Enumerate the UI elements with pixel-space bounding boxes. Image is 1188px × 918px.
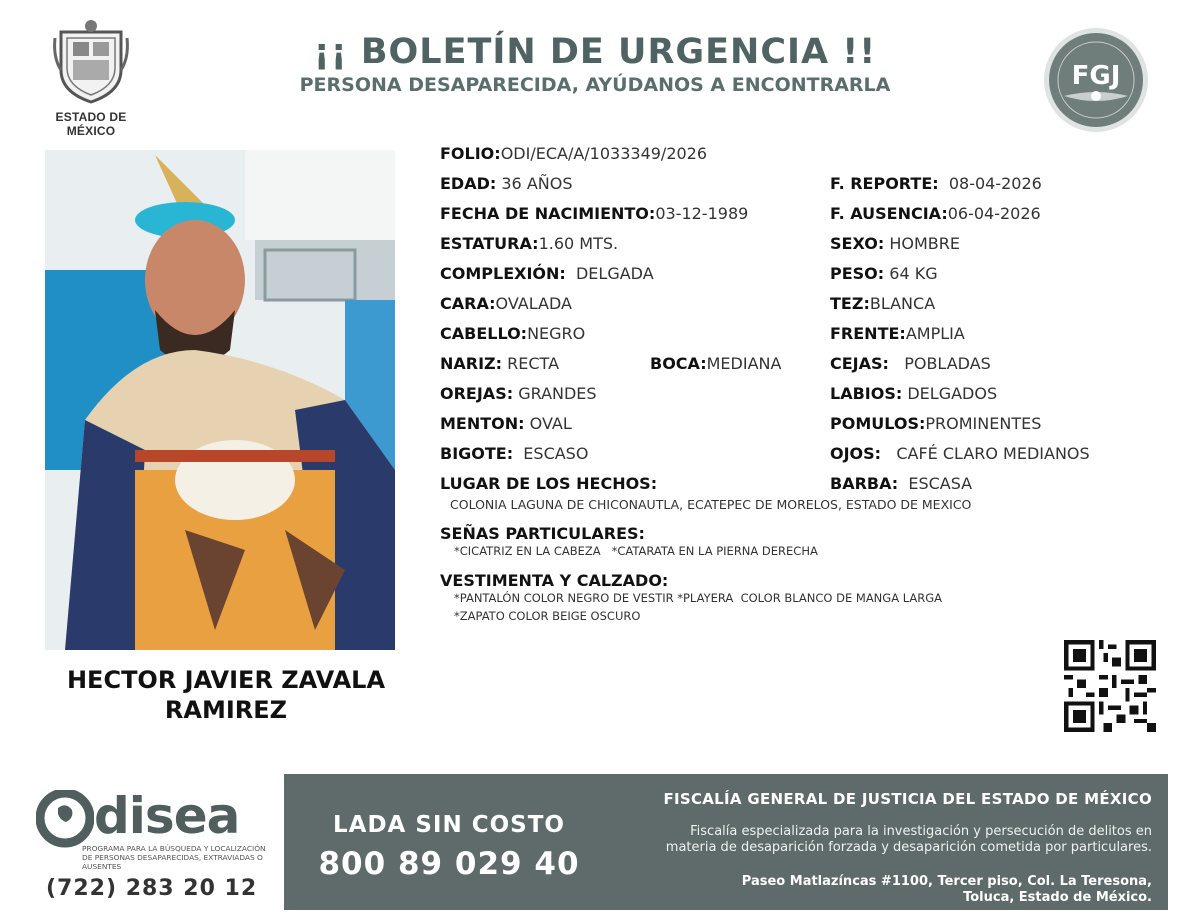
estatura-label: ESTATURA: [440, 234, 539, 253]
fgj-logo-icon [1042, 26, 1150, 134]
labios-label: LABIOS: [830, 384, 903, 403]
cabello-value: NEGRO [527, 324, 586, 343]
estado-de-mexico-logo [30, 18, 152, 138]
field-complexion [440, 264, 654, 284]
peso-value: 64 KG [889, 264, 938, 283]
lugar-value: COLONIA LAGUNA DE CHICONAUTLA, ECATEPEC DE MORELOS, ESTADO DE MEXICO [450, 497, 972, 512]
bulletin-subtitle: PERSONA DESAPARECIDA, AYÚDANOS A ENCONTRARLA [299, 74, 891, 96]
nariz-value: RECTA [507, 354, 560, 373]
ojos-label: OJOS: [830, 444, 882, 463]
complexion-value: DELGADA [575, 264, 654, 283]
orejas-label: OREJAS: [440, 384, 514, 403]
odisea-phone: (722) 283 20 12 [46, 876, 258, 901]
pomulos-label: POMULOS: [830, 414, 926, 433]
boca-value: MEDIANA [706, 354, 782, 373]
frente-value: AMPLIA [905, 324, 965, 343]
sexo-label: SEXO: [830, 234, 885, 253]
nariz-label: NARIZ: [440, 354, 503, 373]
bulletin-header [250, 32, 940, 98]
senas-value: *CICATRIZ EN LA CABEZA *CATARATA EN LA PIERNA DERECHA [454, 544, 818, 558]
cara-label: CARA: [440, 294, 496, 313]
fgj-desc-line1: Fiscalía especializada para la investigación y persecución de delitos en [690, 824, 1152, 839]
field-bigote [440, 444, 588, 464]
field-nariz [440, 354, 559, 374]
fgj-addr-line1: Paseo Matlazíncas #1100, Tercer piso, Col. La Teresona, [741, 874, 1152, 889]
field-labios [830, 384, 997, 404]
barba-label: BARBA: [830, 474, 899, 493]
barba-value: ESCASA [908, 474, 973, 493]
field-tez [830, 294, 935, 314]
field-peso [830, 264, 938, 284]
lada-number: 800 89 029 40 [318, 846, 580, 882]
odisea-program: PROGRAMA PARA LA BÚSQUEDA Y LOCALIZACIÓN DE PERSONAS DESAPARECIDAS, EXTRAVIADAS O AUSENTES [82, 844, 266, 871]
odisea-logo [36, 786, 276, 910]
f-ausencia-label: F. AUSENCIA: [830, 204, 948, 223]
state-label: ESTADO DE MÉXICO [55, 110, 127, 138]
vestimenta-label: VESTIMENTA Y CALZADO: [440, 571, 669, 590]
field-folio [440, 144, 707, 164]
lada-label: LADA SIN COSTO [333, 812, 565, 838]
estatura-value: 1.60 MTS. [538, 234, 619, 253]
field-orejas [440, 384, 597, 404]
field-sexo [830, 234, 960, 254]
footer-band [284, 774, 1168, 910]
person-name-line1: HECTOR JAVIER ZAVALA [66, 666, 386, 694]
f-reporte-label: F. REPORTE: [830, 174, 939, 193]
vestimenta-line2: *ZAPATO COLOR BEIGE OSCURO [454, 609, 641, 623]
location-pin-icon [36, 790, 94, 852]
person-name [45, 665, 407, 725]
edad-value: 36 AÑOS [501, 174, 573, 193]
orejas-value: GRANDES [518, 384, 597, 403]
fgj-description [666, 824, 1152, 856]
field-ojos [830, 444, 1090, 464]
fgj-logo-text: FGJ [1071, 61, 1121, 91]
folio-label: FOLIO: [440, 144, 501, 163]
fecha-nacimiento-value: 03-12-1989 [655, 204, 749, 223]
vestimenta-line1: *PANTALÓN COLOR NEGRO DE VESTIR *PLAYERA COLOR BLANCO DE MANGA LARGA [454, 591, 943, 605]
field-frente [830, 324, 965, 344]
tez-value: BLANCA [869, 294, 936, 313]
fgj-address [742, 874, 1152, 906]
menton-label: MENTON: [440, 414, 525, 433]
coat-of-arms-icon [53, 18, 129, 104]
odisea-word: disea [94, 787, 240, 845]
lugar-label: LUGAR DE LOS HECHOS: [440, 474, 658, 493]
field-boca [650, 354, 781, 374]
cara-value: OVALADA [495, 294, 572, 313]
field-cara [440, 294, 572, 314]
cejas-value: POBLADAS [904, 354, 991, 373]
labios-value: DELGADOS [907, 384, 998, 403]
peso-label: PESO: [830, 264, 885, 283]
person-name-line2: RAMIREZ [164, 696, 288, 724]
field-menton [440, 414, 572, 434]
field-f-reporte [830, 174, 1042, 194]
f-ausencia-value: 06-04-2026 [947, 204, 1041, 223]
menton-value: OVAL [529, 414, 572, 433]
frente-label: FRENTE: [830, 324, 906, 343]
field-cabello [440, 324, 585, 344]
tez-label: TEZ: [830, 294, 870, 313]
fecha-nacimiento-label: FECHA DE NACIMIENTO: [440, 204, 656, 223]
qr-code-icon[interactable] [1064, 640, 1156, 732]
person-photo [45, 150, 395, 650]
bigote-value: ESCASO [523, 444, 589, 463]
senas-label: SEÑAS PARTICULARES: [440, 524, 645, 543]
cejas-label: CEJAS: [830, 354, 889, 373]
complexion-label: COMPLEXIÓN: [440, 264, 566, 283]
field-fecha-nacimiento [440, 204, 748, 224]
bigote-label: BIGOTE: [440, 444, 514, 463]
ojos-value: CAFÉ CLARO MEDIANOS [896, 444, 1090, 463]
boca-label: BOCA: [650, 354, 707, 373]
field-barba [830, 474, 972, 494]
fgj-desc-line2: materia de desaparición forzada y desaparición cometida por particulares. [665, 840, 1152, 855]
sexo-value: HOMBRE [889, 234, 960, 253]
bulletin-title: ¡¡ BOLETÍN DE URGENCIA !! [313, 32, 877, 72]
field-pomulos [830, 414, 1041, 434]
f-reporte-value: 08-04-2026 [948, 174, 1042, 193]
edad-label: EDAD: [440, 174, 497, 193]
fgj-addr-line2: Toluca, Estado de México. [963, 890, 1152, 905]
cabello-label: CABELLO: [440, 324, 528, 343]
pomulos-value: PROMINENTES [925, 414, 1042, 433]
field-estatura [440, 234, 618, 254]
field-f-ausencia [830, 204, 1041, 224]
field-edad [440, 174, 572, 194]
field-cejas [830, 354, 991, 374]
fgj-title: FISCALÍA GENERAL DE JUSTICIA DEL ESTADO DE MÉXICO [663, 790, 1152, 808]
folio-value: ODI/ECA/A/1033349/2026 [500, 144, 708, 163]
